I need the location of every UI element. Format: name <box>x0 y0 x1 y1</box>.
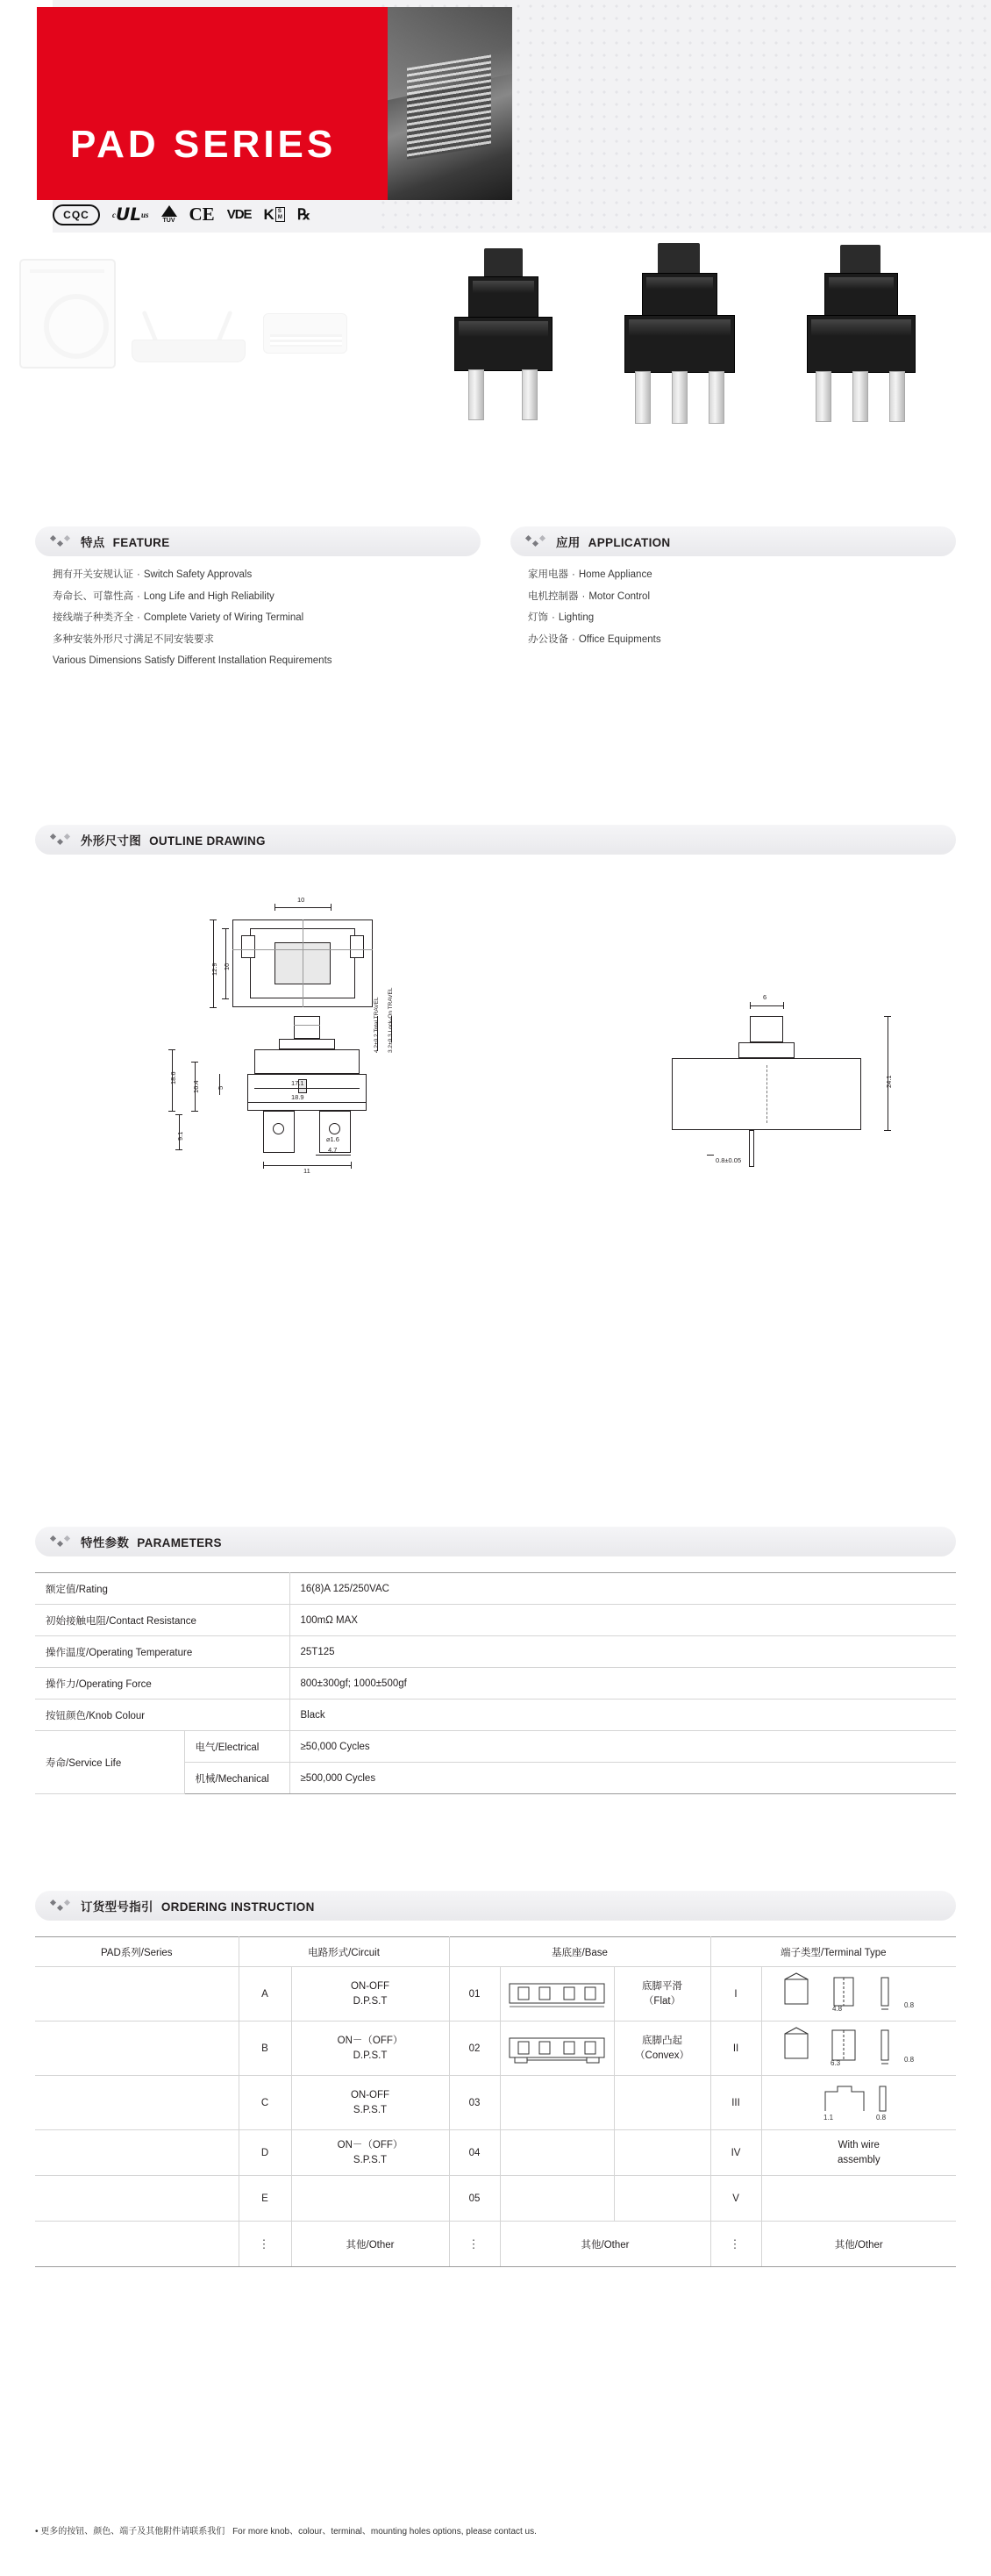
dim-top-height-inner: 10 <box>223 962 231 970</box>
param-label-operating-temperature: 操作温度/Operating Temperature <box>35 1636 289 1668</box>
base-code-01: 01 <box>449 1967 500 2021</box>
table-row <box>35 1967 956 2021</box>
circuit-code-e: E <box>239 2176 291 2222</box>
param-sublabel-mechanical: 机械/Mechanical <box>184 1763 289 1794</box>
terminal-art-i <box>761 1967 956 2021</box>
terminal-code-v: V <box>710 2176 761 2222</box>
base-name-empty <box>614 2176 710 2222</box>
feature-column <box>35 526 481 676</box>
application-item-3: 办公设备 · Office Equipments <box>528 633 661 645</box>
dim-front-width-b: 18.9 <box>291 1093 304 1101</box>
diamond-dots-icon <box>51 1535 72 1549</box>
dim-front-width-base: 11 <box>303 1167 310 1175</box>
series-cell <box>35 2222 239 2267</box>
application-item-0: 家用电器 · Home Appliance <box>528 569 652 580</box>
circuit-name-e <box>291 2176 449 2222</box>
svg-text:0.8: 0.8 <box>904 2001 915 2009</box>
application-item-0-en: Home Appliance <box>578 569 652 580</box>
feature-list <box>35 556 481 669</box>
table-row <box>35 2176 956 2222</box>
table-header-row <box>35 1937 956 1967</box>
feature-item-1: 寿命长、可靠性高 · Long Life and High Reliability <box>53 590 274 602</box>
base-name-empty <box>614 2130 710 2176</box>
diamond-dots-icon <box>51 1899 72 1913</box>
terminal-code-iii: III <box>710 2076 761 2130</box>
base-art-convex <box>500 2021 614 2076</box>
circuit-code-d: D <box>239 2130 291 2176</box>
base-name-flat-en: （Flat） <box>643 1995 681 2007</box>
footnote-cn: • 更多的按钮、颜色、端子及其他附件请联系我们 <box>35 2527 225 2537</box>
dim-front-height-total: 18.6 <box>169 1071 177 1084</box>
circuit-name-c <box>291 2076 449 2130</box>
outline-title-cn: 外形尺寸图 <box>81 834 141 848</box>
circuit-code-other: ⋮ <box>239 2222 291 2267</box>
base-code-03: 03 <box>449 2076 500 2130</box>
param-value-mechanical: ≥500,000 Cycles <box>289 1763 956 1794</box>
base-name-other: 其他/Other <box>500 2222 710 2267</box>
series-cell <box>35 2176 239 2222</box>
base-art-empty <box>500 2130 614 2176</box>
outline-section-header <box>35 825 956 855</box>
base-art-flat <box>500 1967 614 2021</box>
tuv-mark-icon: TÜV <box>161 205 177 224</box>
ordering-instruction-section <box>35 1891 956 2267</box>
dim-front-height-small: 5 <box>217 1085 225 1090</box>
router-icon <box>132 308 246 362</box>
feature-item-1-cn: 寿命长、可靠性高 <box>53 590 133 602</box>
application-title-cn: 应用 <box>556 536 581 549</box>
param-value-rating: 16(8)A 125/250VAC <box>289 1573 956 1605</box>
circuit-name-c-line2: S.P.S.T <box>353 2104 388 2115</box>
dim-travel-lock: 3.2±0.3 Lock-On TRAVEL <box>388 987 394 1053</box>
base-name-convex <box>614 2021 710 2076</box>
table-row <box>35 1573 956 1605</box>
ordering-title-cn: 订货型号指引 <box>81 1900 153 1914</box>
base-art-empty <box>500 2176 614 2222</box>
feature-item-2-en: Complete Variety of Wiring Terminal <box>143 612 304 624</box>
certification-row <box>53 204 310 225</box>
dim-front-height-mid: 16.4 <box>192 1080 200 1093</box>
footnote-en: For more knob、colour、terminal、mounting holes options, please contact us. <box>232 2527 537 2537</box>
param-label-knob-colour: 按钮颜色/Knob Colour <box>35 1699 289 1731</box>
param-value-contact-resistance: 100mΩ MAX <box>289 1605 956 1636</box>
table-row <box>35 1668 956 1699</box>
ordering-table <box>35 1936 956 2267</box>
dim-terminal-height: 9.1 <box>176 1131 184 1141</box>
base-code-02: 02 <box>449 2021 500 2076</box>
feature-section-header <box>35 526 481 556</box>
param-label-operating-force: 操作力/Operating Force <box>35 1668 289 1699</box>
dim-front-width-a: 17.1 <box>291 1079 304 1087</box>
table-row <box>35 1605 956 1636</box>
terminal-code-iv: IV <box>710 2130 761 2176</box>
base-flat-svg <box>506 1977 608 2010</box>
terminal-type-iii-svg <box>771 2081 946 2122</box>
base-code-05: 05 <box>449 2176 500 2222</box>
parameters-section-header <box>35 1527 956 1556</box>
hero-banner <box>0 0 991 233</box>
terminal-art-ii <box>761 2021 956 2076</box>
feature-item-0-cn: 拥有开关安规认证 <box>53 569 133 580</box>
ksafety-mark-icon: K S M <box>264 206 285 224</box>
feature-item-1-en: Long Life and High Reliability <box>143 590 274 602</box>
circuit-name-a-line2: D.P.S.T <box>353 1995 388 2007</box>
diamond-dots-icon <box>51 833 72 847</box>
param-label-rating: 额定值/Rating <box>35 1573 289 1605</box>
terminal-name-iv <box>761 2130 956 2176</box>
circuit-code-c: C <box>239 2076 291 2130</box>
feature-item-3: 多种安装外形尺寸满足不同安装要求 <box>53 633 214 645</box>
feature-item-0-en: Switch Safety Approvals <box>143 569 253 580</box>
series-cell <box>35 2130 239 2176</box>
product-photo-2 <box>605 243 772 454</box>
hero-red-block <box>37 7 388 200</box>
terminal-name-v <box>761 2176 956 2222</box>
base-code-04: 04 <box>449 2130 500 2176</box>
dim-terminal-hole: ⌀1.6 <box>326 1135 339 1143</box>
param-value-operating-temperature: 25T125 <box>289 1636 956 1668</box>
circuit-name-d-line2: S.P.S.T <box>353 2154 388 2165</box>
table-row <box>35 1731 956 1763</box>
ordering-section-header <box>35 1891 956 1921</box>
param-label-service-life: 寿命/Service Life <box>35 1731 184 1794</box>
base-name-convex-en: （Convex） <box>635 2050 690 2061</box>
application-item-0-cn: 家用电器 <box>528 569 568 580</box>
header-base: 基底座/Base <box>449 1937 710 1967</box>
table-row <box>35 1699 956 1731</box>
series-cell <box>35 2021 239 2076</box>
param-label-contact-resistance: 初始接触电阻/Contact Resistance <box>35 1605 289 1636</box>
cqc-mark-icon: CQC <box>53 204 100 225</box>
parameters-title-cn: 特性参数 <box>81 1536 130 1549</box>
diamond-dots-icon <box>526 534 547 548</box>
feature-item-2-cn: 接线端子种类齐全 <box>53 612 133 624</box>
terminal-code-other: ⋮ <box>710 2222 761 2267</box>
circuit-code-b: B <box>239 2021 291 2076</box>
terminal-type-i-svg <box>771 1972 946 2013</box>
application-list <box>510 556 956 647</box>
terminal-name-iv-line1: With wire <box>838 2139 880 2150</box>
page-title: PAD SERIES <box>70 123 337 166</box>
dim-top-width: 10 <box>297 896 305 904</box>
series-cell <box>35 1967 239 2021</box>
terminal-code-ii: II <box>710 2021 761 2076</box>
header-circuit: 电路形式/Circuit <box>239 1937 449 1967</box>
hero-product-photo <box>388 7 512 200</box>
table-row <box>35 2130 956 2176</box>
param-value-knob-colour: Black <box>289 1699 956 1731</box>
svg-text:0.8: 0.8 <box>904 2056 915 2064</box>
product-photo-1 <box>438 248 588 450</box>
outline-drawing-canvas <box>35 867 956 1175</box>
svg-text:4.8: 4.8 <box>832 2005 843 2013</box>
air-conditioner-icon <box>263 313 347 354</box>
vde-mark-icon: VDE <box>226 207 252 222</box>
application-item-2-cn: 灯饰 <box>528 612 548 624</box>
base-name-empty <box>614 2076 710 2130</box>
outline-drawing-section <box>35 825 956 1175</box>
circuit-name-b-line2: D.P.S.T <box>353 2050 388 2061</box>
terminal-name-iv-line2: assembly <box>838 2154 880 2165</box>
base-name-flat <box>614 1967 710 2021</box>
application-item-1-cn: 电机控制器 <box>528 590 579 602</box>
application-title-en: APPLICATION <box>588 536 671 549</box>
base-name-flat-cn: 底脚平滑 <box>642 1980 683 1992</box>
feature-item-2: 接线端子种类齐全 · Complete Variety of Wiring Terminal <box>53 612 304 624</box>
application-item-3-en: Office Equipments <box>578 633 661 645</box>
feature-application-row <box>0 526 991 676</box>
dim-side-height: 24.1 <box>885 1075 893 1088</box>
base-name-convex-cn: 底脚凸起 <box>642 2035 683 2046</box>
terminal-art-iii <box>761 2076 956 2130</box>
svg-text:6.3: 6.3 <box>831 2059 841 2067</box>
header-series: PAD系列/Series <box>35 1937 239 1967</box>
circuit-name-a-line1: ON-OFF <box>350 1980 390 1992</box>
application-item-2: 灯饰 · Lighting <box>528 612 595 624</box>
outline-title-en: OUTLINE DRAWING <box>149 834 266 848</box>
circuit-name-c-line1: ON-OFF <box>350 2089 390 2100</box>
svg-text:0.8: 0.8 <box>876 2114 887 2122</box>
feature-title-en: FEATURE <box>112 536 170 549</box>
param-sublabel-electrical: 电气/Electrical <box>184 1731 289 1763</box>
terminal-code-i: I <box>710 1967 761 2021</box>
base-convex-svg <box>506 2031 608 2064</box>
terminal-name-other: 其他/Other <box>761 2222 956 2267</box>
table-row <box>35 1636 956 1668</box>
base-flat-drawing <box>504 1977 610 2012</box>
param-value-operating-force: 800±300gf; 1000±500gf <box>289 1668 956 1699</box>
application-item-1: 电机控制器 · Motor Control <box>528 590 651 602</box>
dim-travel-total: 4.2±0.2 Total TRAVEL <box>374 997 380 1053</box>
application-column <box>510 526 956 676</box>
circuit-code-a: A <box>239 1967 291 2021</box>
circuit-name-other: 其他/Other <box>291 2222 449 2267</box>
front-view-drawing <box>167 987 465 1175</box>
ul-mark-icon: c 𝙐𝙇 us <box>112 205 149 225</box>
base-convex-drawing <box>504 2031 610 2066</box>
circuit-name-b-line1: ON－（OFF） <box>337 2035 403 2046</box>
parameters-title-en: PARAMETERS <box>137 1536 222 1549</box>
param-value-electrical: ≥50,000 Cycles <box>289 1731 956 1763</box>
dim-side-width-top: 6 <box>763 993 767 1001</box>
svg-text:1.1: 1.1 <box>823 2114 834 2122</box>
application-section-header <box>510 526 956 556</box>
application-item-2-en: Lighting <box>558 612 595 624</box>
application-item-1-en: Motor Control <box>588 590 651 602</box>
circuit-name-b <box>291 2021 449 2076</box>
side-view-drawing <box>640 993 956 1164</box>
table-row <box>35 2076 956 2130</box>
product-photo-3 <box>789 245 956 455</box>
table-row <box>35 2222 956 2267</box>
ordering-title-en: ORDERING INSTRUCTION <box>160 1900 315 1914</box>
ce-mark-icon: CE <box>189 204 215 225</box>
washing-machine-icon <box>19 259 116 369</box>
header-terminal: 端子类型/Terminal Type <box>710 1937 956 1967</box>
footnote <box>35 2523 956 2537</box>
table-row <box>35 2021 956 2076</box>
feature-item-0: 拥有开关安规认证 · Switch Safety Approvals <box>53 569 253 580</box>
feature-title-cn: 特点 <box>81 536 105 549</box>
dim-top-height-outer: 12.9 <box>210 962 218 976</box>
diamond-dots-icon <box>51 534 72 548</box>
product-photo-strip <box>0 233 991 474</box>
circuit-name-a <box>291 1967 449 2021</box>
feature-item-4: Various Dimensions Satisfy Different Installation Requirements <box>53 655 332 667</box>
rohs-mark-icon: ℞ <box>296 205 311 223</box>
dim-side-thickness: 0.8±0.05 <box>716 1156 742 1164</box>
series-cell <box>35 2076 239 2130</box>
base-art-empty <box>500 2076 614 2130</box>
parameters-section <box>35 1527 956 1794</box>
application-item-3-cn: 办公设备 <box>528 633 568 645</box>
terminal-type-ii-svg <box>771 2027 946 2067</box>
dim-terminal-pitch: 4.7 <box>328 1146 338 1154</box>
circuit-name-d-line1: ON－（OFF） <box>337 2139 403 2150</box>
circuit-name-d <box>291 2130 449 2176</box>
parameters-table <box>35 1572 956 1794</box>
base-code-other: ⋮ <box>449 2222 500 2267</box>
